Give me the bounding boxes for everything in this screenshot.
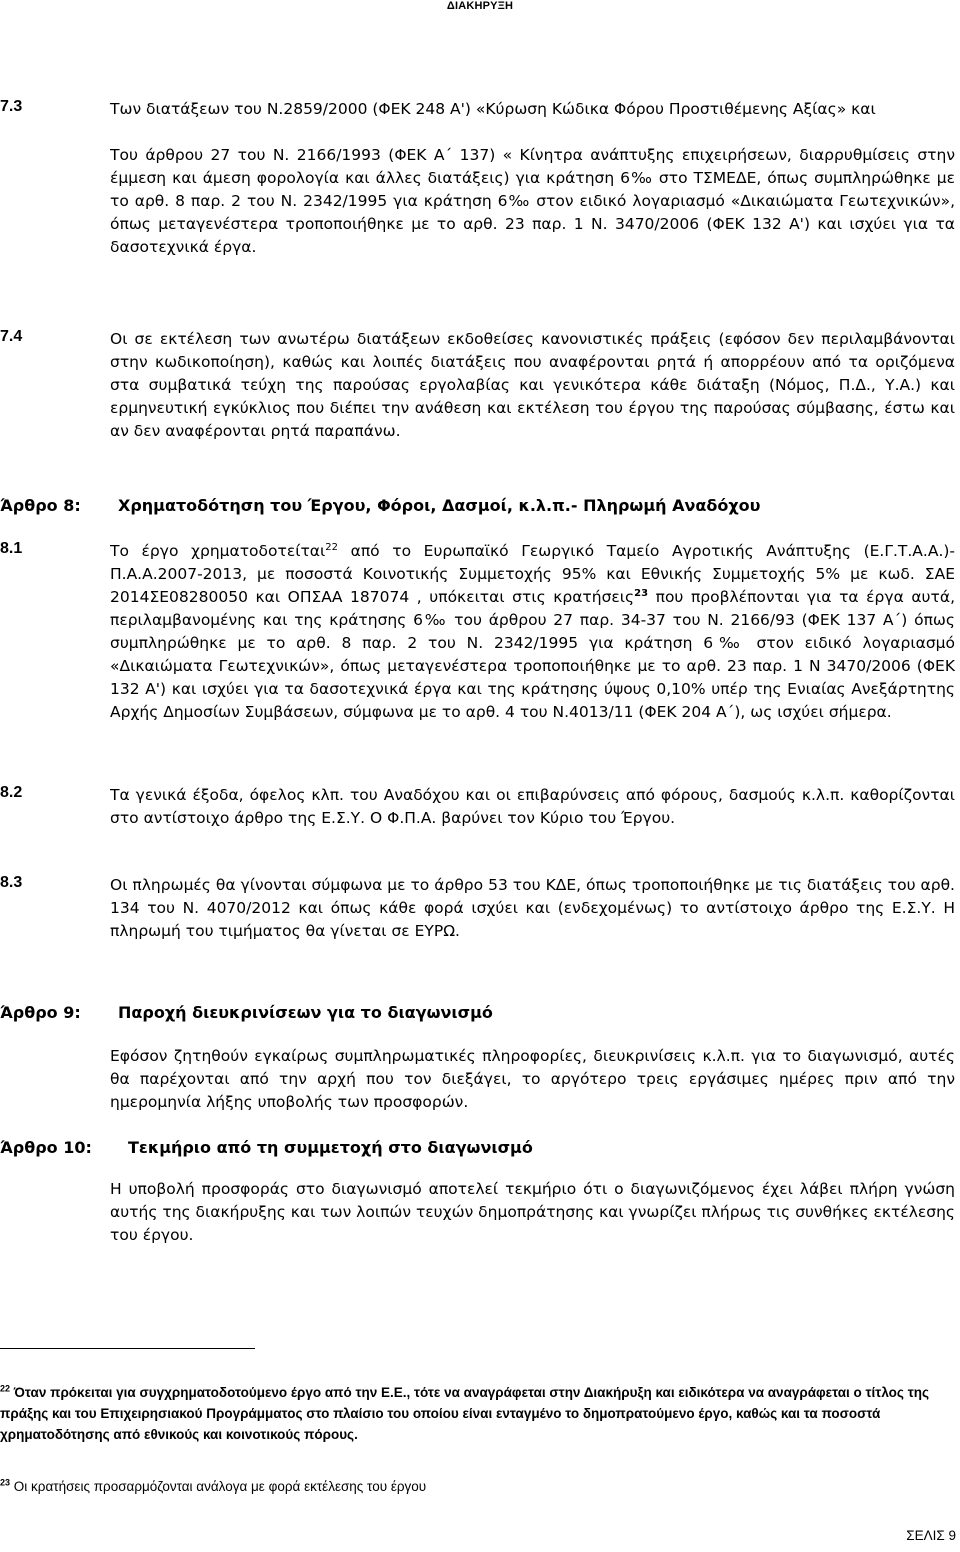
footnote-ref[interactable]: 23 [634,587,649,599]
footnote-22 [0,1382,958,1445]
footnote-mark: 22 [0,1383,11,1394]
section-number: 8.2 [0,784,23,801]
article-label: Άρθρο 9: [0,1003,81,1022]
section-number: 8.3 [0,874,23,891]
text-run: που προβλέπονται για τα έργα αυτά, περιλαμβανομένης και της κράτησης 6‰ του άρθρου 27 παρ. 34-37 του Ν. 2166/93 (ΦΕΚ 137 Α΄) όπως συμπληρώθηκε με το αρθ. 8 παρ. 2 του Ν. 2342/1995 για κράτηση 6‰ στον ειδικό λογαριασμό «Δικαιώματα Γεωτεχνικών», όπως μεταγενέστερα τροποποιήθηκε με το αρθ. 23 παρ. 1 Ν 3470/2006 (ΦΕΚ 132 Α') και ισχύει για τα δασοτεχνικά έργα και της κράτησης ύψους 0,10% υπέρ της Ενιαίας Ανεξάρτητης Αρχής Δημοσίων Συμβάσεων, σύμφωνα με το αρθ. 4 του Ν.4013/11 (ΦΕΚ 204 Α΄), ως ισχύει σήμερα. [110,588,956,721]
section-number: 7.3 [0,98,23,115]
page-number: ΣΕΛΙΣ 9 [906,1528,956,1543]
footnote-23 [0,1476,958,1497]
section-text: Οι σε εκτέλεση των ανωτέρω διατάξεων εκδοθείσες κανονιστικές πράξεις (εφόσον δεν περιλαμβάνονται στην κωδικοποίηση), καθώς και λοιπές διατάξεις που αναφέρονται ρητά ή απορρέουν από τα οριζόμενα στα συμβατικά τεύχη της παρούσας εργολαβίας και γενικότερα κάθε διάταξη (Νόμος, Π.Δ., Υ.Α.) και ερμηνευτική εγκύκλιος που διέπει την ανάθεση και εκτέλεση του έργου της παρούσας σύμβασης, έστω και αν δεν αναφέρονται ρητά παραπάνω. [110,330,955,440]
footnote-text: Όταν πρόκειται για συγχρηματοδοτούμενο έργο από την Ε.Ε., τότε να αναγράφεται στην Διακήρυξη και ειδικότερα να αναγράφεται ο τίτλος της πράξης και του Επιχειρησιακού Προγράμματος στο πλαίσιο του οποίου είναι ενταγμένο το δημοπρατούμενο έργο, καθώς και τα ποσοστά χρηματοδότησης από εθνικούς και κοινοτικούς πόρους. [0,1385,929,1442]
paragraph: Του άρθρου 27 του Ν. 2166/1993 (ΦΕΚ Α΄ 137) « Κίνητρα ανάπτυξης επιχειρήσεων, διαρρυθμίσεις στην έμμεση και άμεση φορολογία και άλλες διατάξεις) για κράτηση 6‰ στο ΤΣΜΕΔΕ, όπως συμπληρώθηκε με το αρθ. 8 παρ. 2 του Ν. 2342/1995 για κράτηση 6‰ στον ειδικό λογαριασμό «Δικαιώματα Γεωτεχνικών», όπως μεταγενέστερα τροποποιήθηκε με το αρθ. 23 παρ. 1 Ν. 3470/2006 (ΦΕΚ 132 Α') και ισχύει για τα δασοτεχνικά έργα. [110,146,955,256]
article-title: Παροχή διευκρινίσεων για το διαγωνισμό [118,1003,493,1022]
article-text: Η υποβολή προσφοράς στο διαγωνισμό αποτελεί τεκμήριο ότι ο διαγωνιζόμενος έχει λάβει πλήρη γνώση αυτής της διακήρυξης και των λοιπών τευχών δημοπράτησης και γνωρίζει πλήρως τις συνθήκες εκτέλεσης του έργου. [110,1180,956,1244]
section-text: Οι πληρωμές θα γίνονται σύμφωνα με το άρθρο 53 του ΚΔΕ, όπως τροποποιήθηκε με τις διατάξεις του αρθ. 134 του Ν. 4070/2012 και όπως κάθε φορά ισχύει και (ενδεχομένως) το αντίστοιχο άρθρο της Ε.Σ.Υ. Η πληρωμή του τιμήματος θα γίνεται σε ΕΥΡΩ. [110,876,955,940]
article-label: Άρθρο 8: [0,496,81,515]
article-text: Εφόσον ζητηθούν εγκαίρως συμπληρωματικές πληροφορίες, διευκρινίσεις κ.λ.π. για το διαγωνισμό, αυτές θα παρέχονται από την αρχή που τον διεξάγει, το αργότερο τρεις εργάσιμες ημέρες πριν από την ημερομηνία λήξης υποβολής των προσφορών. [110,1047,955,1111]
text-run: από το Ευρωπαϊκό Γεωργικό Ταμείο Αγροτικής Ανάπτυξης (Ε.Γ.Τ.Α.Α.)- Π.Α.Α.2007-2013, με ποσοστά Κοινοτικής Συμμετοχής 95% και Εθνικής Συμμετοχής 5% με κωδ. ΣΑΕ 2014ΣΕ08280050 και ΟΠΣΑΑ 187074 , υπόκειται στις κρατήσεις [110,542,956,606]
footnote-separator [0,1348,255,1349]
document-header: ΔΙΑΚΗΡΥΞΗ [446,0,514,12]
section-number: 7.4 [0,328,23,345]
article-title: Χρηματοδότηση του Έργου, Φόροι, Δασμοί, κ.λ.π.- Πληρωμή Αναδόχου [118,496,761,515]
footnote-mark: 23 [0,1477,11,1488]
paragraph: Των διατάξεων του Ν.2859/2000 (ΦΕΚ 248 Α') «Κύρωση Κώδικα Φόρου Προστιθέμενης Αξίας» και [110,100,876,118]
section-text: Τα γενικά έξοδα, όφελος κλπ. του Αναδόχου και οι επιβαρύνσεις από φόρους, δασμούς κ.λ.π. καθορίζονται στο αντίστοιχο άρθρο της Ε.Σ.Υ. Ο Φ.Π.Α. βαρύνει τον Κύριο του Έργου. [110,786,955,827]
footnote-ref[interactable]: 22 [325,541,338,553]
section-text [110,540,955,724]
section-number: 8.1 [0,540,23,557]
footnote-text: Οι κρατήσεις προσαρμόζονται ανάλογα με φορά εκτέλεσης του έργου [10,1479,427,1494]
section-text [110,98,955,259]
article-title: Τεκμήριο από τη συμμετοχή στο διαγωνισμό [128,1138,533,1157]
text-run: Το έργο χρηματοδοτείται [110,542,326,560]
article-label: Άρθρο 10: [0,1138,92,1157]
